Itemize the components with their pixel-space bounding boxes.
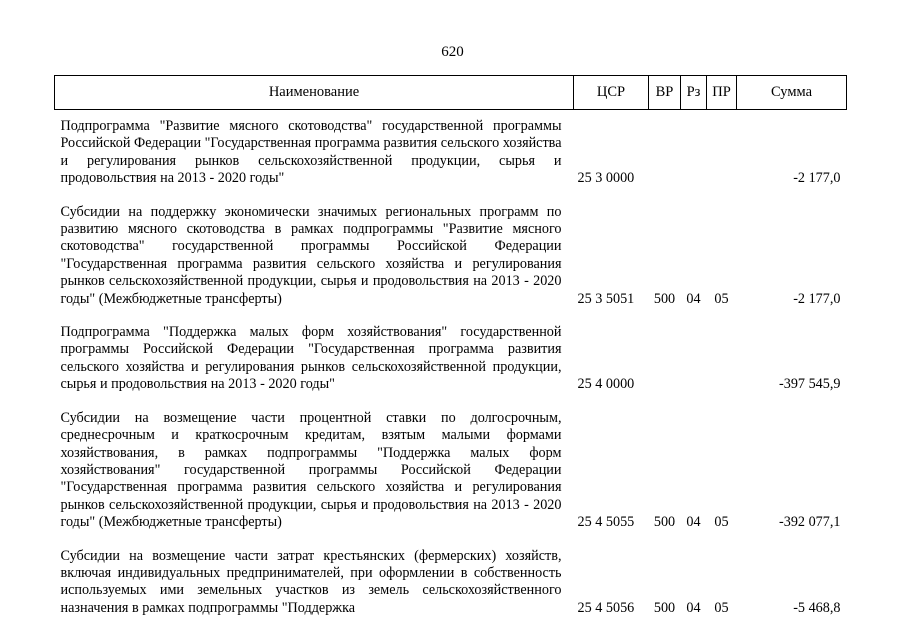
header-rz: Рз [681,76,707,110]
row-rz: 04 [686,290,701,307]
budget-table [54,75,847,625]
row-name: Субсидии на поддержку экономически значимых региональных программ по развитию мясного скотоводства в рамках подпрограммы "Развитие мясного скотоводства" государственной программы Российской Федерации "Государственная программа развития сельского хозяйства и регулирования рынков сельскохозяйственной продукции, сырья и продовольствия на 2013 - 2020 годы" (Межбюджетные трансферты) [60,203,562,307]
row-sum: -397 545,9 [779,376,841,393]
row-sum: -5 468,8 [793,599,841,616]
table-header-row [55,76,847,110]
header-name: Наименование [55,76,574,110]
table-row [55,110,847,196]
row-csr: 25 3 0000 [577,170,635,187]
row-pr [707,316,737,402]
row-pr [707,110,737,196]
header-sum: Сумма [737,76,847,110]
row-vr: 500 [653,290,676,307]
row-rz: 04 [686,599,701,616]
row-pr: 05 [714,290,729,307]
row-sum: -2 177,0 [793,170,841,187]
row-name: Подпрограмма "Поддержка малых форм хозяйствования" государственной программы Российской Федерации "Государственная программа развития сельского хозяйства и регулирования рынков сельскохозяйственной продукции, сырья и продовольствия на 2013 - 2020 годы" [60,324,562,393]
row-rz [681,316,707,402]
page-number: 620 [441,44,464,60]
row-rz [681,110,707,196]
row-name: Подпрограмма "Развитие мясного скотоводства" государственной программы Российской Федерации "Государственная программа развития сельского хозяйства и регулирования рынков сельскохозяйственной продукции, сырья и продовольствия на 2013 - 2020 годы" [60,118,562,187]
row-vr [649,110,681,196]
row-pr: 05 [714,514,729,531]
table-row [55,316,847,402]
row-csr: 25 4 5056 [577,599,635,616]
row-csr: 25 3 5051 [577,290,635,307]
table-row [55,402,847,540]
row-vr [649,316,681,402]
header-csr: ЦСР [574,76,649,110]
row-vr: 500 [653,599,676,616]
row-vr: 500 [653,514,676,531]
row-sum: -392 077,1 [779,514,841,531]
row-sum: -2 177,0 [793,290,841,307]
table-row [55,540,847,626]
table-row [55,196,847,316]
row-rz: 04 [686,514,701,531]
header-pr: ПР [707,76,737,110]
header-vr: ВР [649,76,681,110]
row-csr: 25 4 0000 [577,376,635,393]
row-pr: 05 [714,599,729,616]
row-name: Субсидии на возмещение части процентной ставки по долгосрочным, среднесрочным и краткосрочным кредитам, взятым малыми формами хозяйствования, в рамках подпрограммы "Поддержка малых форм хозяйствования" государственной программы Российской Федерации "Государственная программа развития сельского хозяйства и регулирования рынков сельскохозяйственной продукции, сырья и продовольствия на 2013 - 2020 годы" (Межбюджетные трансферты) [60,409,562,531]
row-name: Субсидии на возмещение части затрат крестьянских (фермерских) хозяйств, включая индивидуальных предпринимателей, при оформлении в собственность используемых ими земельных участков из земель сельскохозяйственного назначения в рамках подпрограммы "Поддержка [60,547,562,616]
row-csr: 25 4 5055 [577,514,635,531]
